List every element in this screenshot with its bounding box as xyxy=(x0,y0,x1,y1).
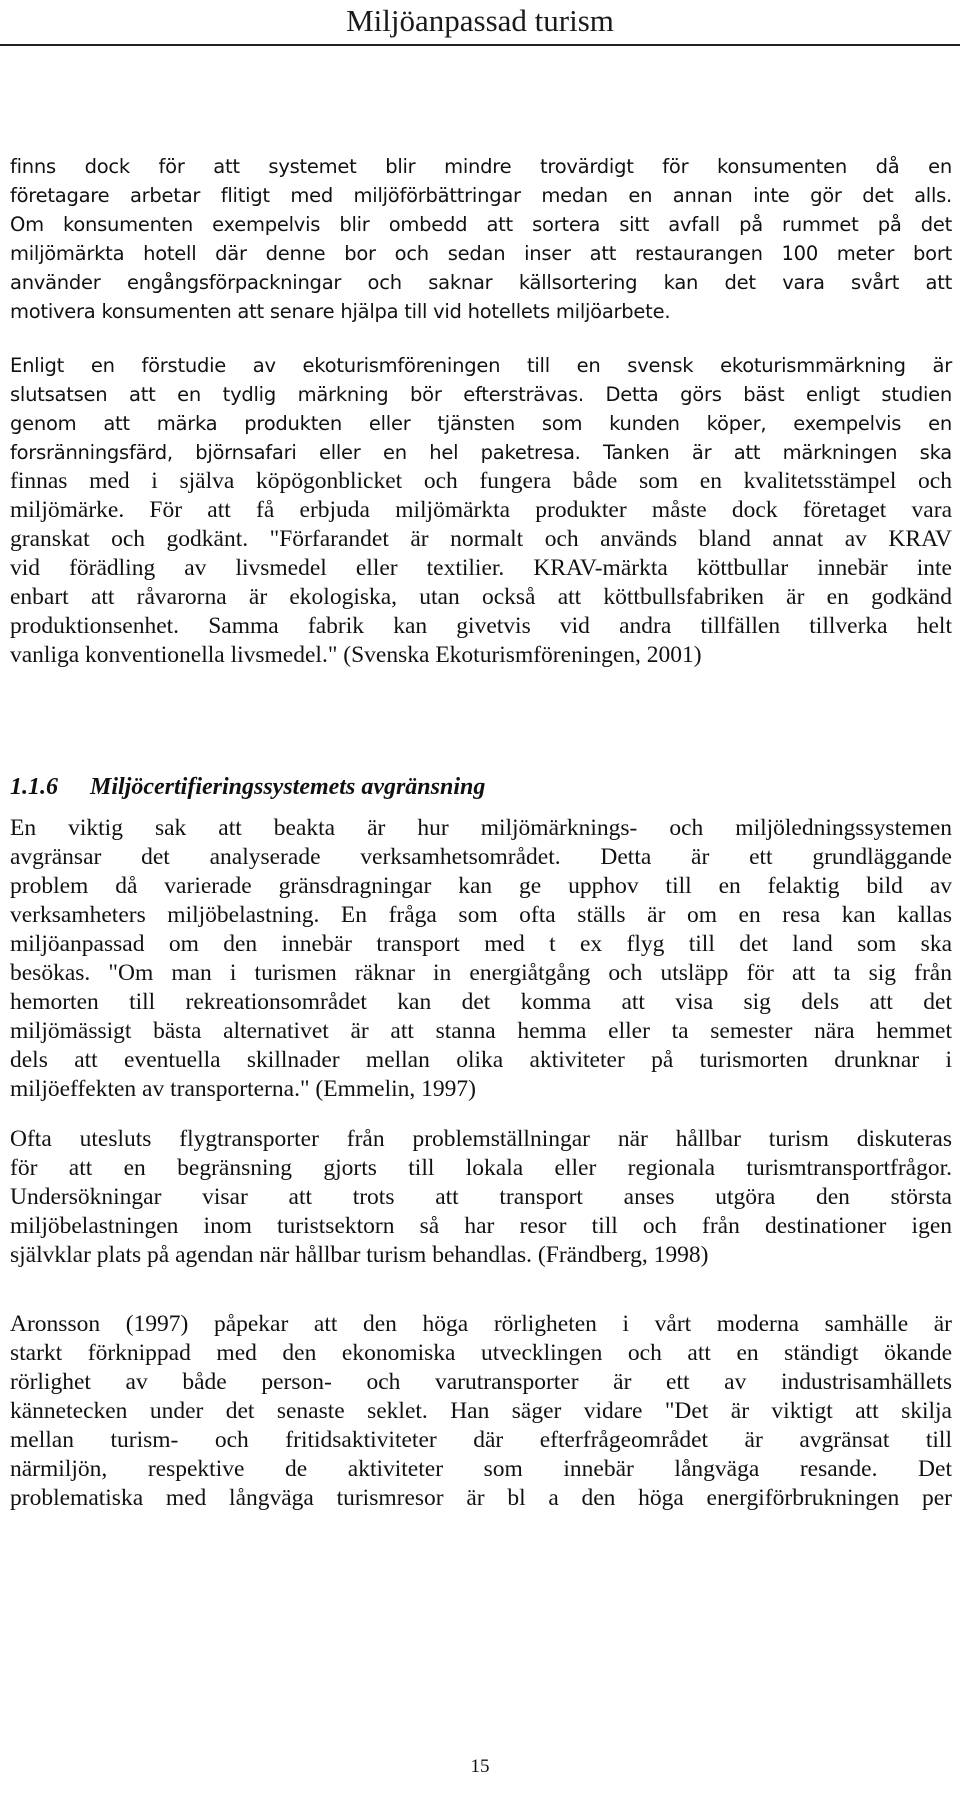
text-line: forsränningsfärd, björnsafari eller en hel paketresa. Tanken är att märkningen ska xyxy=(10,441,952,464)
text-line: verksamheters miljöbelastning. En fråga som ofta ställs är om en resa kan kallas xyxy=(10,902,952,928)
text-line: vanliga konventionella livsmedel." (Svenska Ekoturismföreningen, 2001) xyxy=(10,642,702,668)
text-line: En viktig sak att beakta är hur miljömärknings- och miljöledningssystemen xyxy=(10,815,952,841)
text-line: finnas med i själva köpögonblicket och fungera både som en kvalitetsstämpel och xyxy=(10,468,952,494)
text-line: avgränsar det analyserade verksamhetsområdet. Detta är ett grundläggande xyxy=(10,844,952,870)
text-line: problematiska med långväga turismresor är bl a den höga energiförbrukningen per xyxy=(10,1485,952,1511)
text-line: Enligt en förstudie av ekoturismföreningen till en svensk ekoturismmärkning är xyxy=(10,354,952,377)
section-heading xyxy=(10,770,952,804)
text-line: miljömärkta hotell där denne bor och sedan inser att restaurangen 100 meter bort xyxy=(10,242,952,265)
text-line: vid förädling av livsmedel eller textilier. KRAV-märkta köttbullar innebär inte xyxy=(10,555,952,581)
text-line: företagare arbetar flitigt med miljöförbättringar medan en annan inte gör det alls. xyxy=(10,184,952,207)
text-line: problem då varierade gränsdragningar kan ge upphov till en felaktig bild av xyxy=(10,873,952,899)
text-line: miljöeffekten av transporterna." (Emmelin, 1997) xyxy=(10,1076,476,1102)
text-line: motivera konsumenten att senare hjälpa till vid hotellets miljöarbete. xyxy=(10,300,671,323)
text-line: Undersökningar visar att trots att transport anses utgöra den största xyxy=(10,1184,952,1210)
text-line: slutsatsen att en tydlig märkning bör eftersträvas. Detta görs bäst enligt studien xyxy=(10,383,952,406)
text-line: kännetecken under det senaste seklet. Han säger vidare "Det är viktigt att skilja xyxy=(10,1398,952,1424)
text-line: självklar plats på agendan när hållbar turism behandlas. (Frändberg, 1998) xyxy=(10,1242,709,1268)
text-line: finns dock för att systemet blir mindre trovärdigt för konsumenten då en xyxy=(10,155,952,178)
text-line: miljöbelastningen inom turistsektorn så har resor till och från destinationer igen xyxy=(10,1213,952,1239)
paragraph-3 xyxy=(10,814,952,1104)
text-line: för att en begränsning gjorts till lokala eller regionala turismtransportfrågor. xyxy=(10,1155,952,1181)
text-line: Aronsson (1997) påpekar att den höga rörligheten i vårt moderna samhälle är xyxy=(10,1311,952,1337)
text-line: Om konsumenten exempelvis blir ombedd att sortera sitt avfall på rummet på det xyxy=(10,213,952,236)
text-line: dels att eventuella skillnader mellan olika aktiviteter på turismorten drunknar i xyxy=(10,1047,952,1073)
text-line: enbart att råvarorna är ekologiska, utan också att köttbullsfabriken är en godkänd xyxy=(10,584,952,610)
text-line: miljöanpassad om den innebär transport med t ex flyg till det land som ska xyxy=(10,931,952,957)
text-line: hemorten till rekreationsområdet kan det komma att visa sig dels att det xyxy=(10,989,952,1015)
section-number: 1.1.6 xyxy=(10,774,58,800)
running-header-title: Miljöanpassad turism xyxy=(346,3,614,38)
paragraph-1 xyxy=(10,152,952,326)
text-line: genom att märka produkten eller tjänsten som kunden köper, exempelvis en xyxy=(10,412,952,435)
section-title: Miljöcertifieringssystemets avgränsning xyxy=(90,774,486,800)
text-line: miljömässigt bästa alternativet är att stanna hemma eller ta semester nära hemmet xyxy=(10,1018,952,1044)
paragraph-4 xyxy=(10,1125,952,1270)
text-line: använder engångsförpackningar och saknar källsortering kan det vara svårt att xyxy=(10,271,952,294)
text-line: mellan turism- och fritidsaktiviteter där efterfrågeområdet är avgränsat till xyxy=(10,1427,952,1453)
text-line: rörlighet av både person- och varutransporter är ett av industrisamhällets xyxy=(10,1369,952,1395)
text-line: starkt förknippad med den ekonomiska utvecklingen och att en ständigt ökande xyxy=(10,1340,952,1366)
page-number: 15 xyxy=(470,1756,490,1777)
paragraph-2 xyxy=(10,351,952,670)
text-line: miljömärke. För att få erbjuda miljömärkta produkter måste dock företaget vara xyxy=(10,497,952,523)
text-line: närmiljön, respektive de aktiviteter som innebär långväga resande. Det xyxy=(10,1456,952,1482)
page-header xyxy=(0,0,960,46)
text-line: granskat och godkänt. "Förfarandet är normalt och används bland annat av KRAV xyxy=(10,526,952,552)
text-line: besökas. "Om man i turismen räknar in energiåtgång och utsläpp för att ta sig från xyxy=(10,960,952,986)
text-line: Ofta utesluts flygtransporter från problemställningar när hållbar turism diskuteras xyxy=(10,1126,952,1152)
paragraph-5 xyxy=(10,1310,952,1513)
text-line: produktionsenhet. Samma fabrik kan givetvis vid andra tillfällen tillverka helt xyxy=(10,613,952,639)
